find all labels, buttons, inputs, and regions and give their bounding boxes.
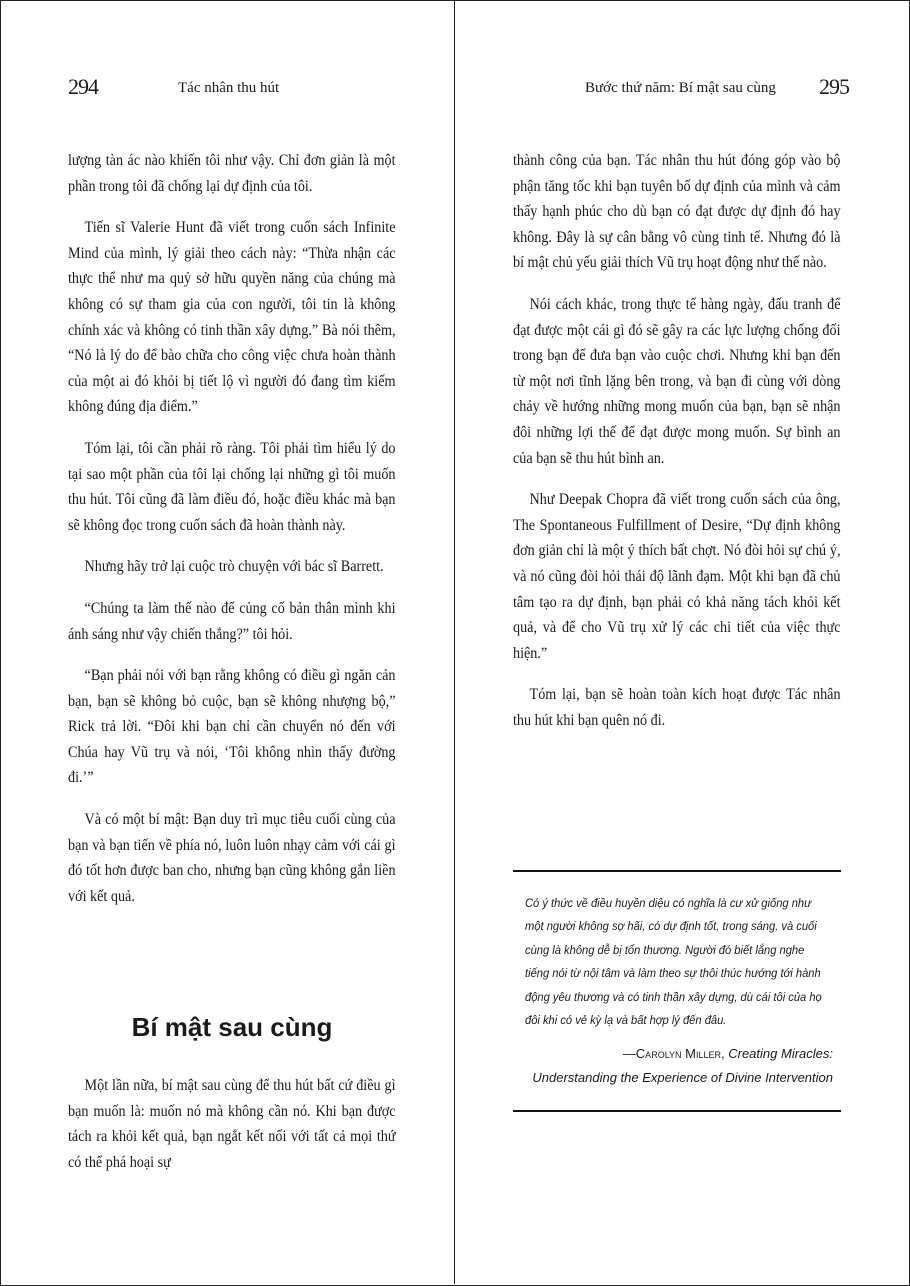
quote-text: Có ý thức về điều huyền diệu có nghĩa là cư xử giống như một người không sợ hãi, có dự định tốt, trong sáng, và cuối cùng là không dễ bị tổn thương. Người đó biết lắng nghe tiếng nói từ nội tâm và làm theo sự thôi thúc hướng tới hành động yêu thương và có tinh thần xây dựng, dù cái tôi của họ đôi khi có vẻ kỳ lạ và bất hợp lý đến đâu. bbox=[525, 896, 822, 1028]
section-body-text bbox=[68, 1073, 396, 1191]
paragraph: Nói cách khác, trong thực tế hàng ngày, đấu tranh để đạt được một cái gì đó sẽ gây ra các lực lượng chống đối trong bạn để đưa bạn vào cuộc chơi. Nhưng khi bạn đến từ một nơi tĩnh lặng bên trong, và bạn đi cùng với dòng chảy về hướng những mong muốn của bạn, bạn sẽ nhận đôi những lợi thế để đạt được mong muốn. Sự bình an của bạn sẽ thu hút bình an. bbox=[513, 295, 841, 467]
left-page bbox=[68, 0, 396, 1284]
left-body-text bbox=[68, 148, 396, 925]
section-heading: Bí mật sau cùng bbox=[131, 1012, 333, 1042]
quote-attribution bbox=[532, 1042, 833, 1090]
paragraph: thành công của bạn. Tác nhân thu hút đóng góp vào bộ phận tăng tốc khi bạn tuyên bố dự định của mình và cảm thấy hạnh phúc cho dù bạn có đạt được dự định đó hay không. Đây là sự cân bằng vô cùng tinh tế. Nhưng đó là bí mật chủ yếu giải thích Vũ trụ hoạt động như thế nào. bbox=[513, 152, 841, 272]
paragraph: Một lần nữa, bí mật sau cùng để thu hút bất cứ điều gì bạn muốn là: muốn nó mà không cần nó. Khi bạn được tách ra khỏi kết quả, bạn ngắt kết nối với tất cả mọi thứ có thể phá hoại sự bbox=[68, 1077, 396, 1171]
quote-author: —Carolyn Miller, bbox=[622, 1046, 725, 1061]
running-head: Tác nhân thu hút bbox=[178, 80, 280, 96]
page-number: 295 bbox=[819, 74, 849, 99]
paragraph: Như Deepak Chopra đã viết trong cuốn sách của ông, The Spontaneous Fulfillment of Desire, “Dự định không đơn giản chỉ là một ý thích bất chợt. Nó đòi hỏi sự chú ý, và nó cũng đòi hỏi thái độ lãnh đạm. Một khi bạn đã chủ tâm tạo ra dự định, bạn phải có khả năng tách khỏi kết quả, và để cho Vũ trụ xử lý các chi tiết của việc thực hiện.” bbox=[513, 491, 841, 662]
paragraph: Nhưng hãy trở lại cuộc trò chuyện với bác sĩ Barrett. bbox=[84, 558, 384, 576]
page-gutter bbox=[454, 0, 455, 1284]
paragraph: Và có một bí mật: Bạn duy trì mục tiêu cuối cùng của bạn và bạn tiến về phía nó, luôn luôn nhạy cảm với cái gì đó tốt hơn được ban cho, nhưng bạn cũng không gắn liền với kết quả. bbox=[68, 811, 396, 905]
paragraph: “Chúng ta làm thế nào để củng cố bản thân mình khi ánh sáng như vậy chiến thắng?” tôi hỏi. bbox=[68, 599, 396, 643]
paragraph: lượng tàn ác nào khiến tôi như vậy. Chỉ đơn giản là một phần trong tôi đã chống lại dự định của tôi. bbox=[68, 152, 396, 195]
epigraph-quote-box bbox=[513, 870, 841, 1112]
quote-source-line-1: Creating Miracles: bbox=[728, 1046, 833, 1061]
quote-source-line-2: Understanding the Experience of Divine Intervention bbox=[532, 1070, 833, 1085]
paragraph: “Bạn phải nói với bạn rằng không có điều gì ngăn cản bạn, bạn sẽ không bỏ cuộc, bạn sẽ không nhượng bộ,” Rick trả lời. “Đôi khi bạn chỉ cần chuyển nó đến với Chúa hay Vũ trụ và nói, ‘Tôi không nhìn thấy đường đi.’” bbox=[68, 667, 396, 787]
paragraph: Tóm lại, bạn sẽ hoàn toàn kích hoạt được Tác nhân thu hút khi bạn quên nó đi. bbox=[513, 686, 841, 729]
page-number: 294 bbox=[68, 74, 98, 99]
right-page bbox=[513, 0, 849, 1284]
paragraph-text: Tiến sĩ Valerie Hunt đã viết trong cuốn sách Infinite Mind của mình, lý giải theo cách này: “Thừa nhận các thực thể như ma quỷ sở hữu quyền năng của chúng mà không có sự tham gia của con người, tôi tin là không chính xác và không có tinh thần xây dựng.” Bà nói thêm, “Nó là lý do để bào chữa cho công việc chưa hoàn thành của một ai đó khỏi bị tiết lộ vì người đó đang tìm kiếm không đúng địa điểm.” bbox=[68, 219, 396, 416]
running-head: Bước thứ năm: Bí mật sau cùng bbox=[585, 80, 776, 96]
right-body-text bbox=[513, 148, 841, 749]
paragraph: Tóm lại, tôi cần phải rõ ràng. Tôi phải tìm hiểu lý do tại sao một phần của tôi lại chống lại những gì tôi muốn thu hút. Tôi cũng đã làm điều đó, hoặc điều khác mà bạn sẽ không đọc trong cuốn sách đã hoàn thành này. bbox=[68, 439, 396, 534]
paragraph bbox=[68, 215, 396, 420]
